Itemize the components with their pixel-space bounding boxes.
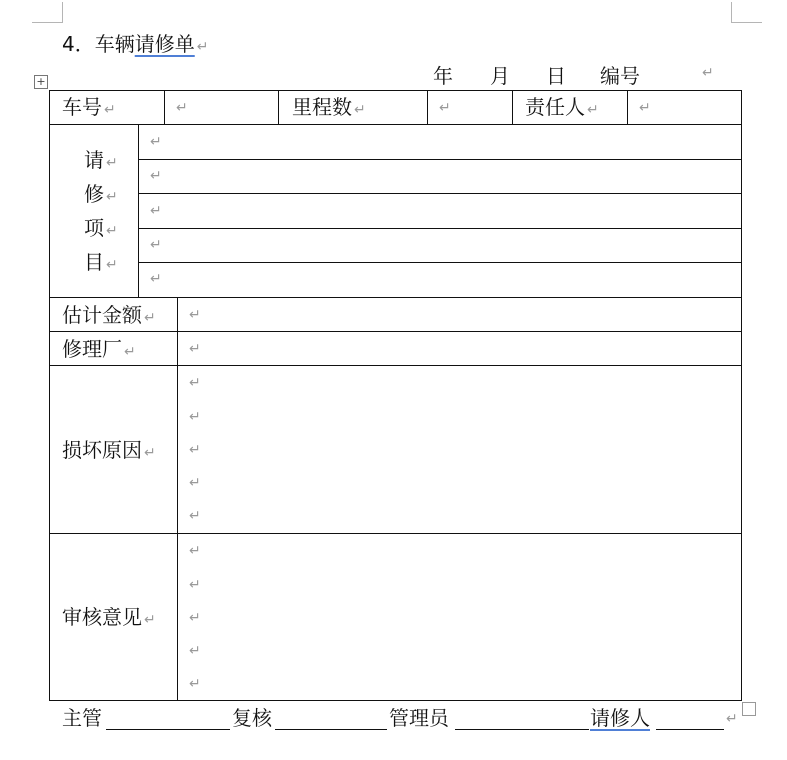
review-opinion-field[interactable]: ↵ xyxy=(189,643,201,659)
table-line xyxy=(49,533,741,534)
table-line xyxy=(278,90,279,124)
damage-cause-field[interactable]: ↵ xyxy=(189,508,201,524)
car-number-label: 车号 ↵ xyxy=(62,95,116,119)
repair-items-label-char: 项 ↵ xyxy=(84,216,118,240)
responsible-person-field[interactable]: ↵ xyxy=(639,100,651,116)
administrator-signature-line[interactable] xyxy=(455,729,589,730)
damage-cause-field[interactable]: ↵ xyxy=(189,375,201,391)
mileage-field[interactable]: ↵ xyxy=(439,100,451,116)
administrator-label: 管理员 xyxy=(389,706,449,730)
table-line xyxy=(512,90,513,124)
repair-item-field[interactable]: ↵ xyxy=(150,168,162,184)
review-opinion-field[interactable]: ↵ xyxy=(189,543,201,559)
damage-cause-field[interactable]: ↵ xyxy=(189,475,201,491)
table-line xyxy=(49,700,741,701)
repair-shop-field[interactable]: ↵ xyxy=(189,341,201,357)
review-opinion-label: 审核意见 ↵ xyxy=(62,605,156,629)
repair-item-field[interactable]: ↵ xyxy=(150,271,162,287)
table-move-handle-icon[interactable]: + xyxy=(34,75,48,89)
responsible-person-label: 责任人 ↵ xyxy=(525,95,599,119)
table-line xyxy=(138,193,741,194)
repair-item-field[interactable]: ↵ xyxy=(150,134,162,150)
recheck-signature-line[interactable] xyxy=(275,729,387,730)
table-line xyxy=(49,297,741,298)
table-line xyxy=(49,124,742,125)
repair-item-field[interactable]: ↵ xyxy=(150,203,162,219)
review-opinion-field[interactable]: ↵ xyxy=(189,610,201,626)
table-line xyxy=(627,90,628,124)
table-line xyxy=(138,124,139,297)
end-of-row-marker-icon xyxy=(742,702,756,716)
date-month-label: 月 xyxy=(490,64,510,88)
serial-number-label: 编号 xyxy=(600,64,640,88)
table-line xyxy=(427,90,428,124)
car-number-field[interactable]: ↵ xyxy=(176,100,188,116)
title-part2: 请修单 xyxy=(134,32,195,56)
repair-shop-label: 修理厂 ↵ xyxy=(62,337,136,361)
table-line xyxy=(138,228,741,229)
table-line xyxy=(49,90,742,91)
table-line xyxy=(138,159,741,160)
date-year-label: 年 xyxy=(433,64,453,88)
paragraph-mark-icon: ↵ xyxy=(702,65,714,81)
damage-cause-field[interactable]: ↵ xyxy=(189,409,201,425)
date-day-label: 日 xyxy=(546,64,566,88)
recheck-label: 复核 xyxy=(232,706,272,730)
damage-cause-label: 损坏原因 ↵ xyxy=(62,438,156,462)
table-line xyxy=(49,90,50,701)
document-title xyxy=(62,28,208,57)
supervisor-signature-line[interactable] xyxy=(106,729,230,730)
estimated-amount-field[interactable]: ↵ xyxy=(189,307,201,323)
table-line xyxy=(49,365,741,366)
requester-signature-line[interactable] xyxy=(656,729,724,730)
review-opinion-field[interactable]: ↵ xyxy=(189,577,201,593)
table-line xyxy=(138,262,741,263)
repair-items-label-char: 请 ↵ xyxy=(84,148,118,172)
repair-items-label-char: 目 ↵ xyxy=(84,250,118,274)
requester-label: 请修人 xyxy=(590,706,650,730)
paragraph-mark-icon: ↵ xyxy=(726,711,738,727)
supervisor-label: 主管 xyxy=(62,706,102,730)
repair-items-label-char: 修 ↵ xyxy=(84,182,118,206)
title-number: 4． xyxy=(62,32,95,56)
paragraph-mark-icon: ↵ xyxy=(196,39,209,55)
title-part1: 车辆 xyxy=(94,32,135,56)
table-line xyxy=(177,297,178,701)
repair-item-field[interactable]: ↵ xyxy=(150,237,162,253)
page-corner-top-right xyxy=(731,2,762,23)
damage-cause-field[interactable]: ↵ xyxy=(189,442,201,458)
page-corner-top-left xyxy=(32,2,63,23)
table-line xyxy=(164,90,165,124)
estimated-amount-label: 估计金额 ↵ xyxy=(62,303,156,327)
review-opinion-field[interactable]: ↵ xyxy=(189,676,201,692)
mileage-label: 里程数 ↵ xyxy=(292,95,366,119)
table-line xyxy=(741,90,742,701)
table-line xyxy=(49,331,741,332)
